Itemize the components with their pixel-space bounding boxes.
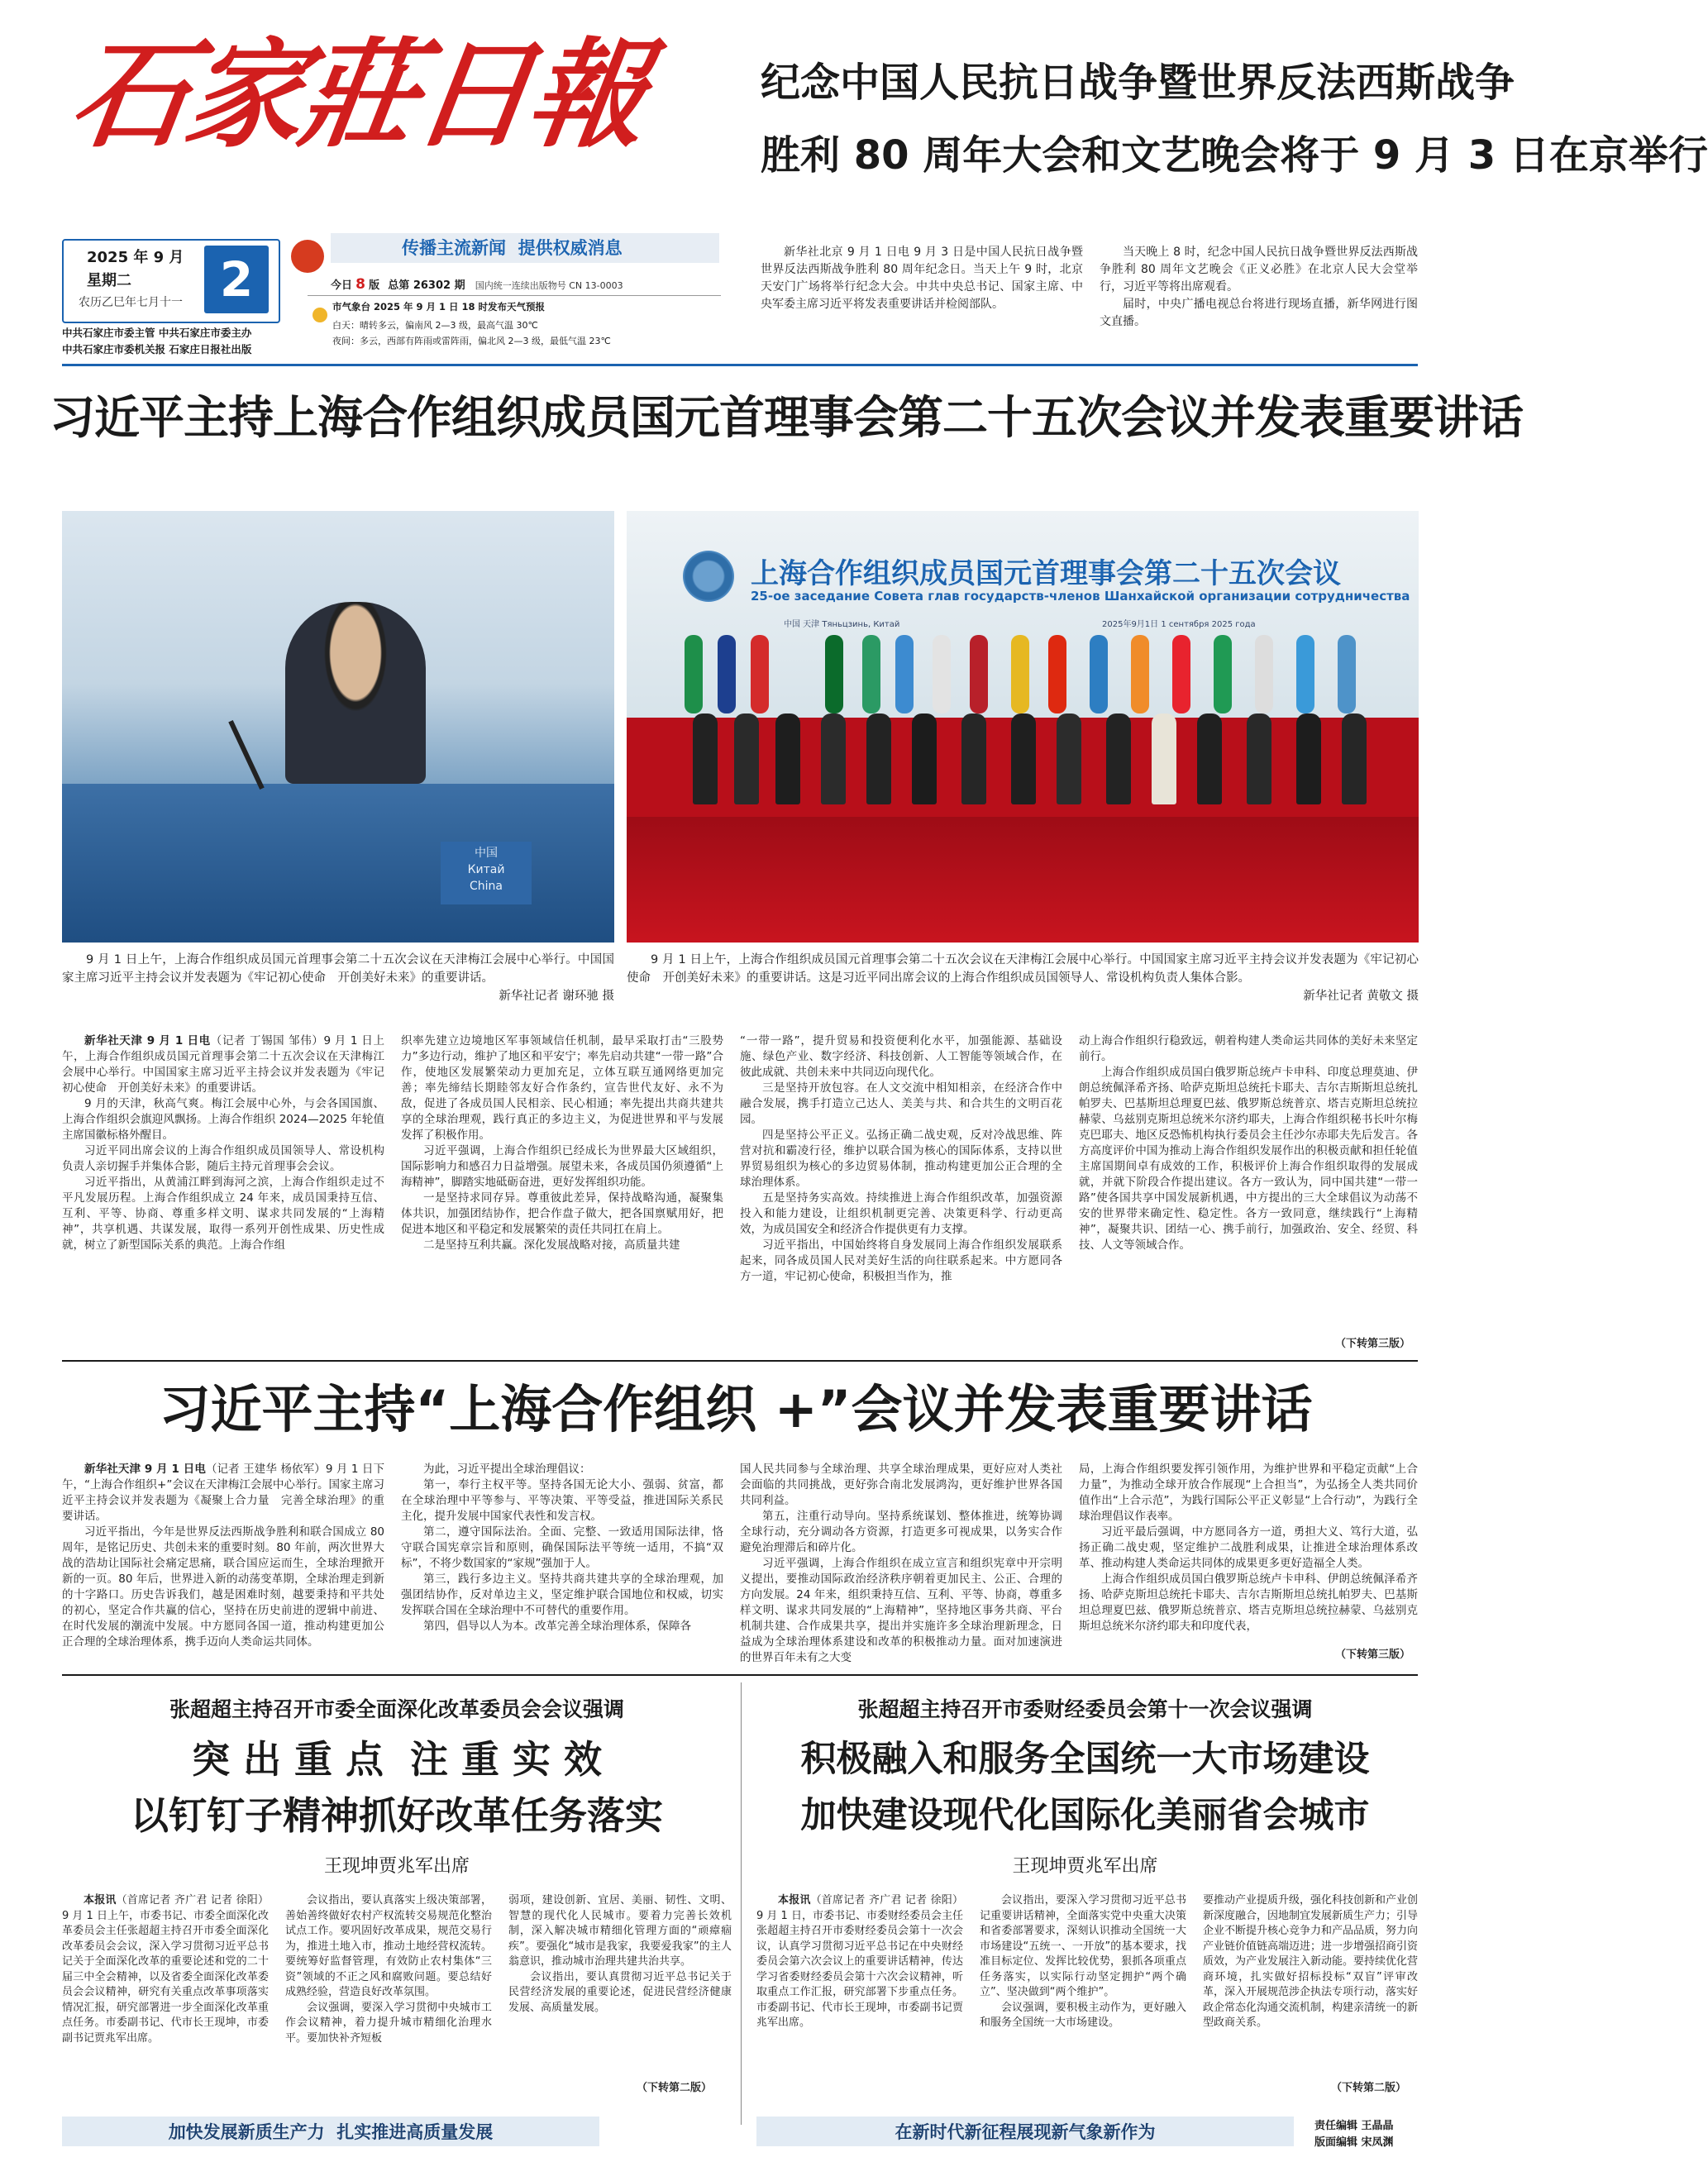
story4-text-2: 会议指出，要深入学习贯彻习近平总书记重要讲话精神，全面落实党中央重大决策和省委部署要求，深刻认识推动全国统一大市场建设“五统一、一开放”的基本要求，找准目标定位、发挥比较优势，狠抓各项重点任务落实，以实际行动坚定拥护“两个确立”、坚决做到“两个维护”。: [980, 1894, 1186, 1998]
story2-col-1: [62, 1462, 384, 1665]
story4-dateline: 本报讯: [778, 1894, 811, 1907]
story3-col-3: [508, 1893, 732, 2075]
story2-col-2: [401, 1462, 723, 1665]
story4-text-3: 会议强调，要积极主动作为，更好融入和服务全国统一大市场建设。: [980, 2001, 1186, 2029]
photo2-credit: 新华社记者 黄敬文 摄: [1303, 990, 1419, 1003]
story2-continued[interactable]: （下转第三版）: [1335, 1649, 1411, 1661]
story3-text-5: 会议指出，要认真贯彻习近平总书记关于民营经济发展的重要论述，促进民营经济健康发展、高质量发展。: [508, 1970, 732, 2014]
story1-text-5: 织率先建立边境地区军事领域信任机制，最早采取打击“三股势力”多边行动，维护了地区和平安宁；率先启动共建“一带一路”合作，使地区发展繁荣动力更加充足，立体互联互通网络更加完善；率先缔结长期睦邻友好合作条约，宣告世代友好、永不为敌，促进了各成员国人民相亲、民心相通；率先提出共商共建共享的全球治理观，践行真正的多边主义，为促进世界和平与发展发挥了积极作用。: [401, 1034, 723, 1142]
story1-text-9: “一带一路”，提升贸易和投资便利化水平，加强能源、基础设施、绿色产业、数字经济、科技创新、人工智能等领域合作，在彼此成就、共创未来中共同迈向现代化。: [740, 1034, 1062, 1079]
story3-headline-1[interactable]: 突 出 重 点 注 重 实 效: [191, 1737, 603, 1782]
story2-text-13: 上海合作组织成员国白俄罗斯总统卢卡申科、伊朗总统佩泽希齐扬、哈萨克斯坦总统托卡耶夫、吉尔吉斯斯坦总统扎帕罗夫、巴基斯坦总理夏巴兹、俄罗斯总统普京、塔吉克斯坦总统拉赫蒙、乌兹别克斯坦总统米尔济约耶夫和印度代表，: [1079, 1573, 1418, 1633]
story3-kicker: 张超超主持召开市委全面深化改革委员会会议强调: [169, 1697, 624, 1721]
today-label: 今日: [331, 279, 353, 292]
weather-day: 白天：晴转多云，偏南风 2—3 级，最高气温 30℃: [332, 320, 538, 331]
brief-col-2: [1100, 244, 1418, 327]
editor-credit-2: 版面编辑 宋凤渊: [1314, 2136, 1394, 2149]
story4-headline-2[interactable]: 加快建设现代化国际化美丽省会城市: [800, 1795, 1370, 1836]
weather-icon: [312, 308, 327, 322]
weather-title: 市气象台 2025 年 9 月 1 日 18 时发布天气预报: [332, 301, 546, 313]
story1-text-14: 动上海合作组织行稳致远，朝着构建人类命运共同体的美好未来坚定前行。: [1079, 1034, 1418, 1063]
story3-text-1: （首席记者 齐广君 记者 徐阳）9 月 1 日上午，市委书记、市委全面深化改革委员会主任张超超主持召开市委全面深化改革委员会会议，深入学习贯彻习近平总书记关于全面深化改革的重要论述和党的二十届三中全会精神，以及省委全面深化改革委员会会议精神，研究有关重点改革事项落实情况汇报，研究部署进一步全面深化改革重点任务。市委副书记、代市长王现坤，市委副书记贾兆军出席。: [62, 1894, 269, 2045]
story3-col-1: [62, 1893, 269, 2097]
story3-headline-2[interactable]: 以钉钉子精神抓好改革任务落实: [131, 1793, 663, 1838]
story2-text-5: 第二，遵守国际法治。全面、完整、一致适用国际法律，恪守联合国宪章宗旨和原则，确保国际法平等统一适用，不搞“双标”，不将少数国家的“家规”强加于人。: [401, 1525, 723, 1570]
story3-subhead: 王现坤贾兆军出席: [323, 1856, 470, 1877]
story4-col-1: [756, 1893, 963, 2097]
date-weekday: 星期二: [87, 272, 131, 289]
footer-slogan-right: 在新时代新征程展现新气象新作为: [895, 2122, 1156, 2142]
photo2-caption: [627, 951, 1419, 1005]
story1-col-2: [401, 1033, 723, 1353]
story2-headline[interactable]: 习近平主持“上海合作组织 +”会议并发表重要讲话: [159, 1379, 1313, 1439]
date-day: 2: [204, 246, 269, 313]
cn-number: 国内统一连续出版物号 CN 13-0003: [475, 280, 623, 291]
story3-col-2: [285, 1893, 492, 2097]
story3-text-2: 会议指出，要认真落实上级决策部署，善始善终做好农村产权流转交易规范化整治试点工作。要巩固好改革成果，规范交易行为，推进土地入市，推动土地经营权流转。要统筹好监督管理，有效防止农村集体“三资”领域的不正之风和腐败问题。要总结好成熟经验，营造良好改革氛围。: [285, 1894, 492, 1998]
logo-text: 石家莊日報: [63, 26, 653, 164]
story1-dateline: 新华社天津 9 月 1 日电: [84, 1034, 211, 1048]
story2-text-7: 第四，倡导以人为本。改革完善全球治理体系，保障各: [423, 1620, 691, 1633]
photo-group-leaders: [627, 511, 1419, 943]
sco-emblem-icon: [683, 551, 734, 602]
photo1-credit: 新华社记者 谢环驰 摄: [499, 990, 614, 1003]
story4-col-2: [980, 1893, 1186, 2097]
nameplate: [441, 842, 532, 904]
story3-dateline: 本报讯: [83, 1894, 117, 1907]
story1-text-3: 习近平同出席会议的上海合作组织成员国领导人、常设机构负责人亲切握手并集体合影，随后主持元首理事会会议。: [62, 1144, 384, 1173]
story1-text-7: 一是坚持求同存异。尊重彼此差异，保持战略沟通，凝聚集体共识，加强团结协作，把合作盘子做大，把各国禀赋用好，把促进本地区和平稳定和发展繁荣的责任共同扛在肩上。: [401, 1191, 723, 1236]
story2-text-3: 为此，习近平提出全球治理倡议：: [423, 1463, 591, 1476]
story2-text-6: 第三，践行多边主义。坚持共商共建共享的全球治理观，加强团结协作，反对单边主义，坚定维护联合国地位和权威，切实发挥联合国在全球治理中不可替代的重要作用。: [401, 1573, 723, 1617]
sponsor-line-1: 中共石家庄市委主管 中共石家庄市委主办: [62, 327, 252, 339]
red-emblem-icon: [291, 240, 324, 273]
slogan-text: 传播主流新闻 提供权威消息: [402, 238, 623, 258]
date-year-month: 2025 年 9 月: [87, 249, 184, 266]
speaker-figure: [285, 602, 426, 784]
nameplate-ru: Китай: [467, 863, 505, 876]
story1-text-11: 四是坚持公平正义。弘扬正确二战史观，反对冷战思维、阵营对抗和霸凌行径，维护以联合国为核心的国际体系，支持以世界贸易组织为核心的多边贸易体制，推动构建更加公正合理的全球治理体系。: [740, 1129, 1062, 1189]
story2-text-1: （记者 王建华 杨依军）9 月 1 日下午，“上海合作组织+”会议在天津梅江会展中心举行。国家主席习近平主持会议并发表题为《凝聚上合力量 完善全球治理》的重要讲话。: [62, 1463, 384, 1523]
sponsor-line-2: 中共石家庄市委机关报 石家庄日报社出版: [62, 343, 252, 356]
brief-text-3: 届时，中央广播电视总台将进行现场直播，新华网进行图文直播。: [1100, 298, 1418, 328]
story2-text-11: 局，上海合作组织要发挥引领作用，为维护世界和平稳定贡献“上合力量”，为推动全球开放合作展现“上合担当”，为弘扬全人类共同价值作出“上合示范”，为践行国际公平正义彰显“上合行动”，为践行全球治理倡议作表率。: [1079, 1463, 1418, 1523]
issue-info: [331, 276, 623, 293]
story2-text-2: 习近平指出，今年是世界反法西斯战争胜利和联合国成立 80 周年，是铭记历史、共创未来的重要时刻。80 年前，两次世界大战的浩劫让国际社会痛定思痛，联合国应运而生，全球治理掀开新的一页。80 年后，世界进入新的动荡变革期，全球治理走到新的十字路口。历史告诉我们，越是困难时刻，越要秉持和平共处的初心，坚定合作共赢的信心，坚持在历史前进的逻辑中前进、在时代发展的潮流中发展。中方愿同各国一道，推动构建更加公正合理的全球治理体系，携手迈向人类命运共同体。: [62, 1525, 384, 1649]
story1-col-4: [1079, 1033, 1418, 1331]
story2-text-9: 第五，注重行动导向。坚持系统谋划、整体推进，统筹协调全球行动，充分调动各方资源，打造更多可视成果，以务实合作避免治理滞后和碎片化。: [740, 1510, 1062, 1554]
story1-text-6: 习近平强调，上海合作组织已经成长为世界最大区域组织，国际影响力和感召力日益增强。展望未来，各成员国仍须遵循“上海精神”，脚踏实地砥砺奋进，更好发挥组织功能。: [401, 1144, 723, 1189]
story4-text-1: （首席记者 齐广君 记者 徐阳）9 月 1 日，市委书记、市委财经委员会主任张超超主持召开市委财经委员会第十一次会议，认真学习贯彻习近平总书记在中央财经委员会第六次会议上的重要讲话精神，传达学习省委财经委员会第十六次会议精神，听取重点工作汇报，研究部署下步重点任务。市委副书记、代市长王现坤，市委副书记贾兆军出席。: [756, 1894, 963, 2029]
story2-text-8: 国人民共同参与全球治理、共享全球治理成果，更好应对人类社会面临的共同挑战，更好弥合南北发展鸿沟，更好维护世界各国共同利益。: [740, 1463, 1062, 1507]
nameplate-en: China: [470, 880, 503, 893]
story4-col-3: [1203, 1893, 1418, 2075]
vertical-rule: [741, 1682, 742, 2125]
issue-number: 总第 26302 期: [388, 279, 465, 292]
brief-text-1: 新华社北京 9 月 1 日电 9 月 3 日是中国人民抗日战争暨世界反法西斯战争胜利 80 周年纪念日。当天上午 9 时，北京天安门广场将举行纪念大会。中共中央总书记、国家主席、中央军委主席习近平将发表重要讲话并检阅部队。: [761, 246, 1083, 311]
footer-slogan-left: 加快发展新质生产力 扎实推进高质量发展: [168, 2122, 494, 2142]
story1-continued[interactable]: （下转第三版）: [1335, 1338, 1411, 1350]
story1-text-15: 上海合作组织成员国白俄罗斯总统卢卡申科、印度总理莫迪、伊朗总统佩泽希齐扬、哈萨克斯坦总统托卡耶夫、吉尔吉斯斯坦总统扎帕罗夫、巴基斯坦总理夏巴兹、俄罗斯总统普京、塔吉克斯坦总统拉赫蒙、乌兹别克斯坦总统米尔济约耶夫，上海合作组织秘书长叶尔梅克巴耶夫、地区反恐怖机构执行委员会主任沙尔赤耶夫先后发言。各方高度评价中国为推动上海合作组织发展作出的积极贡献和担任轮值主席国期间卓有成效的工作，积极评价上海合作组织取得的发展成就，并就下阶段合作提出建议。各方一致认为，同中国共建“一带一路”使各国共享中国发展新机遇，中方提出的三大全球倡议为动荡不安的世界带来确定性、稳定性。各方一致同意，继续践行“上海精神”，凝聚共识、团结一心、携手前行，加强政治、安全、经贸、科技、人文等领域合作。: [1079, 1066, 1418, 1252]
story4-headline-1[interactable]: 积极融入和服务全国统一大市场建设: [800, 1739, 1370, 1780]
weather-night: 夜间：多云，西部有阵雨或雷阵雨，偏北风 2—3 级，最低气温 23℃: [332, 336, 611, 346]
top-headline[interactable]: [761, 54, 1708, 184]
story1-col-3: [740, 1033, 1062, 1353]
story3-text-4: 弱项，建设创新、宜居、美丽、韧性、文明、智慧的现代化人民城市。要着力完善长效机制，深入解决城市精细化管理方面的“顽瘴痼疾”。要强化“城市是我家，我要爱我家”的主人翁意识，推动城市治理共建共治共享。: [508, 1894, 732, 1968]
story2-text-12: 习近平最后强调，中方愿同各方一道，勇担大义、笃行大道，弘扬正确二战史观，坚定维护二战胜利成果，让推进全球治理体系改革、推动构建人类命运共同体的成果更多更好造福全人类。: [1079, 1525, 1418, 1570]
top-headline-line2: 胜利 80 周年大会和文艺晚会将于 9 月 3 日在京举行: [761, 132, 1708, 179]
leaders-row: [685, 713, 1371, 813]
page-unit: 版: [369, 279, 380, 292]
story1-text-12: 五是坚持务实高效。持续推进上海合作组织改革，加强资源投入和能力建设，让组织机制更完善、决策更科学、行动更高效，为成员国安全和经济合作提供更有力支撑。: [740, 1191, 1062, 1236]
editor-credit-1: 责任编辑 王晶晶: [1314, 2120, 1394, 2132]
microphone: [228, 720, 264, 790]
story1-text-1: （记者 丁锡国 邹伟）9 月 1 日上午，上海合作组织成员国元首理事会第二十五次会议在天津梅江会展中心举行。中国国家主席习近平主持会议并发表题为《牢记初心使命 开创美好未来》的重要讲话。: [62, 1034, 384, 1095]
brief-col-1: [761, 244, 1083, 327]
rule-1: [62, 1360, 1418, 1362]
rule-2: [62, 1674, 1418, 1676]
photo1-caption: [62, 951, 614, 1005]
banner-date: 2025年9月1日 1 сентября 2025 года: [1102, 620, 1256, 629]
banner-city: 中国 天津 Тяньцзинь, Китай: [784, 620, 900, 629]
brief-text-2: 当天晚上 8 时，纪念中国人民抗日战争暨世界反法西斯战争胜利 80 周年文艺晚会《正义必胜》在北京人民大会堂举行，习近平等将出席观看。: [1100, 246, 1418, 294]
story1-headline[interactable]: 习近平主持上海合作组织成员国元首理事会第二十五次会议并发表重要讲话: [50, 391, 1524, 444]
story2-dateline: 新华社天津 9 月 1 日电: [84, 1463, 206, 1476]
story1-col-1: [62, 1033, 384, 1353]
story2-col-3: [740, 1462, 1062, 1665]
page-count: 8: [355, 276, 365, 293]
red-carpet: [627, 817, 1419, 943]
story1-text-10: 三是坚持开放包容。在人文交流中相知相亲，在经济合作中融合发展，携手打造立己达人、美美与共、和合共生的文明百花园。: [740, 1081, 1062, 1126]
story4-subhead: 王现坤贾兆军出席: [1012, 1856, 1158, 1877]
nameplate-cn: 中国: [475, 847, 498, 860]
date-box: [62, 239, 280, 323]
top-headline-line1: 纪念中国人民抗日战争暨世界反法西斯战争: [761, 60, 1515, 106]
masthead-rule: [62, 364, 1418, 366]
story1-text-8: 二是坚持互利共赢。深化发展战略对接，高质量共建: [423, 1238, 680, 1252]
story1-text-4: 习近平指出，从黄浦江畔到海河之滨，上海合作组织走过不平凡发展历程。上海合作组织成立 24 年来，成员国秉持互信、互利、平等、协商、尊重多样文明、谋求共同发展的“上海精神”，共享机遇、共谋发展，取得一系列开创性成果、历史性成就，树立了新型国际关系的典范。上海合作组: [62, 1176, 384, 1252]
photo1-caption-text: 9 月 1 日上午，上海合作组织成员国元首理事会第二十五次会议在天津梅江会展中心举行。中国国家主席习近平主持会议并发表题为《牢记初心使命 开创美好未来》的重要讲话。: [62, 953, 614, 985]
photo-xi-speaking: [62, 511, 614, 943]
story3-continued[interactable]: （下转第二版）: [637, 2082, 713, 2094]
photo2-caption-text: 9 月 1 日上午，上海合作组织成员国元首理事会第二十五次会议在天津梅江会展中心举行。中国国家主席习近平主持会议并发表题为《牢记初心使命 开创美好未来》的重要讲话。这是习近平同出席会议的上海合作组织成员国领导人、常设机构负责人集体合影。: [627, 953, 1419, 985]
date-lunar: 农历乙巳年七月十一: [79, 296, 183, 309]
story4-kicker: 张超超主持召开市委财经委员会第十一次会议强调: [857, 1697, 1313, 1721]
story1-text-2: 9 月的天津，秋高气爽。梅江会展中心外，与会各国国旗、上海合作组织会旗迎风飘扬。上海合作组织 2024—2025 年轮值主席国徽标格外醒目。: [62, 1097, 384, 1142]
story2-text-10: 习近平强调，上海合作组织在成立宣言和组织宪章中开宗明义提出，要推动国际政治经济秩序朝着更加民主、公正、合理的方向发展。24 年来，组织秉持互信、互利、平等、协商，尊重多样文明、谋求共同发展的“上海精神”，坚持地区事务共商、平台机制共建、合作成果共享，提出并实施许多全球治理新理念，日益成为全球治理体系建设和改革的积极推动力量。面对加速演进的世界百年未有之大变: [740, 1557, 1062, 1664]
flags-row: [685, 635, 1371, 726]
story3-text-3: 会议强调，要深入学习贯彻中央城市工作会议精神，着力提升城市精细化治理水平。要加快补齐短板: [285, 2001, 492, 2045]
story2-col-4: [1079, 1462, 1418, 1644]
story4-continued[interactable]: （下转第二版）: [1331, 2082, 1407, 2094]
story2-text-4: 第一，奉行主权平等。坚持各国无论大小、强弱、贫富，都在全球治理中平等参与、平等决策、平等受益，推进国际关系民主化，提升发展中国家代表性和发言权。: [401, 1478, 723, 1523]
story4-text-4: 要推动产业提质升级，强化科技创新和产业创新深度融合，因地制宜发展新质生产力；引导企业不断提升核心竞争力和产品品质，努力向产业链价值链高端迈进；进一步增强招商引资质效，为产业发展注入新动能。要持续优化营商环境，扎实做好招标投标“双盲”评审改革，深入开展规范涉企执法专项行动，落实好政企常态化沟通交流机制，构建亲清统一的新型政商关系。: [1203, 1894, 1419, 2029]
weather-divider: [308, 295, 721, 296]
story1-text-13: 习近平指出，中国始终将自身发展同上海合作组织发展联系起来，同各成员国人民对美好生活的向往联系起来。中方愿同各方一道，牢记初心使命，积极担当作为，推: [740, 1238, 1062, 1283]
banner-title-cn: 上海合作组织成员国元首理事会第二十五次会议: [751, 557, 1341, 590]
newspaper-logo: [63, 26, 734, 164]
banner-title-ru: 25-ое заседание Совета глав государств-членов Шанхайской организации сотрудничества: [751, 589, 1410, 604]
